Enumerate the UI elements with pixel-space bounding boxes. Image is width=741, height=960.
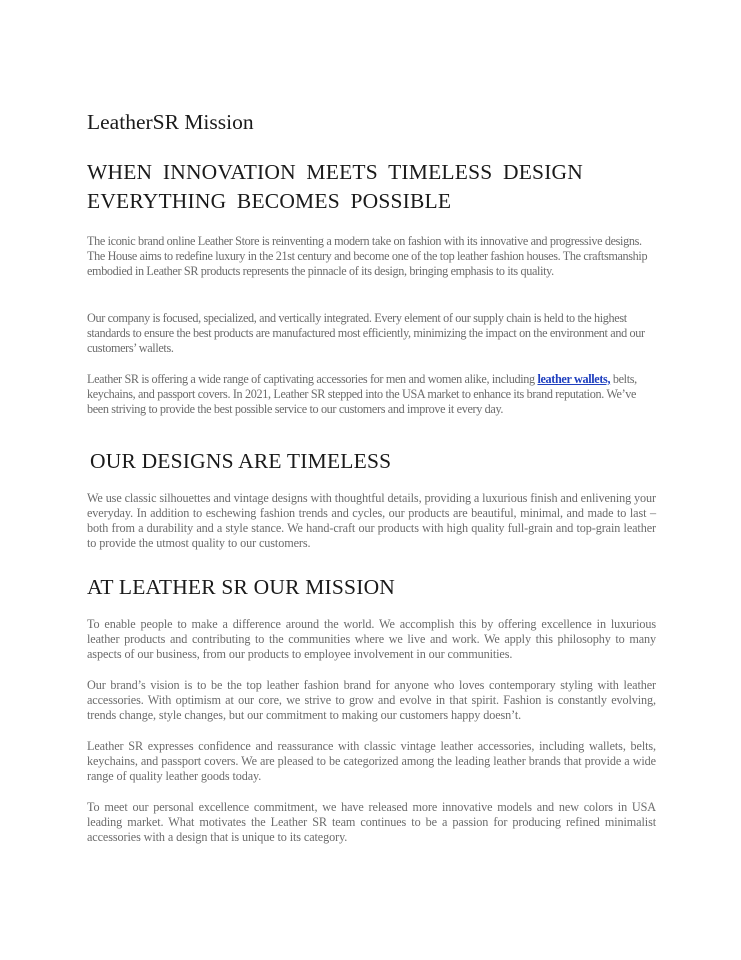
intro-paragraph-3-end: belts, keychains, and passport covers. In 2021, Leather SR stepped into the USA market to enhance its brand reputation. We’ve been striving to provide the best possible service to our customers and improve it every day. xyxy=(87,372,637,416)
intro-paragraph-3-start: Leather SR is offering a wide range of captivating accessories for men and women alike, including xyxy=(87,372,538,386)
intro-paragraph-1: The iconic brand online Leather Store is reinventing a modern take on fashion with its innovative and progressive designs. The House aims to redefine luxury in the 21st century and become one of the top leather fashion houses. The craftsmanship embodied in Leather SR products represents the pinnacle of its design, bringing emphasis to its quality. xyxy=(87,234,648,278)
leather-wallets-link[interactable]: leather wallets, xyxy=(537,372,611,386)
mission-paragraph-3: Leather SR expresses confidence and reassurance with classic vintage leather accessories, including wallets, belts, keychains, and passport covers. We are pleased to be categorized among the leading leather brands that provide a wide range of quality leather goods today. xyxy=(87,739,656,783)
mission-paragraph-4: To meet our personal excellence commitment, we have released more innovative models and new colors in USA leading market. What motivates the Leather SR team continues to be a passion for producing refined minimalist accessories with a design that is unique to its category. xyxy=(87,800,656,844)
intro-paragraph-2: Our company is focused, specialized, and vertically integrated. Every element of our supply chain is held to the highest standards to ensure the best products are manufactured most efficiently, minimizing the impact on the environment and our customers’ wallets. xyxy=(87,311,645,355)
designs-paragraph: We use classic silhouettes and vintage designs with thoughtful details, providing a luxurious finish and enlivening your everyday. In addition to eschewing fashion trends and cycles, our products are beautiful, minimal, and made to last – both from a durability and a style stance. We hand-craft our products with high quality full-grain and top-grain leather to provide the utmost quality to our customers. xyxy=(87,491,656,550)
mission-heading: AT LEATHER SR OUR MISSION xyxy=(87,575,396,599)
document-title: LeatherSR Mission xyxy=(87,110,254,134)
intro-paragraph-3 xyxy=(87,372,656,417)
hero-heading-line-2: EVERYTHING BECOMES POSSIBLE xyxy=(87,189,452,213)
hero-heading-line-1: WHEN INNOVATION MEETS TIMELESS DESIGN xyxy=(87,160,584,184)
mission-paragraph-2: Our brand’s vision is to be the top leather fashion brand for anyone who loves contemporary styling with leather accessories. With optimism at our core, we strive to grow and evolve in that spirit. Fashion is constantly evolving, trends change, style changes, but our commitment to making our customers happy doesn’t. xyxy=(87,678,656,722)
designs-heading: OUR DESIGNS ARE TIMELESS xyxy=(90,449,392,473)
mission-paragraph-1: To enable people to make a difference around the world. We accomplish this by offering excellence in luxurious leather products and contributing to the communities where we live and work. We apply this philosophy to many aspects of our business, from our products to employee involvement in our communities. xyxy=(87,617,656,661)
hero-heading xyxy=(87,158,583,216)
